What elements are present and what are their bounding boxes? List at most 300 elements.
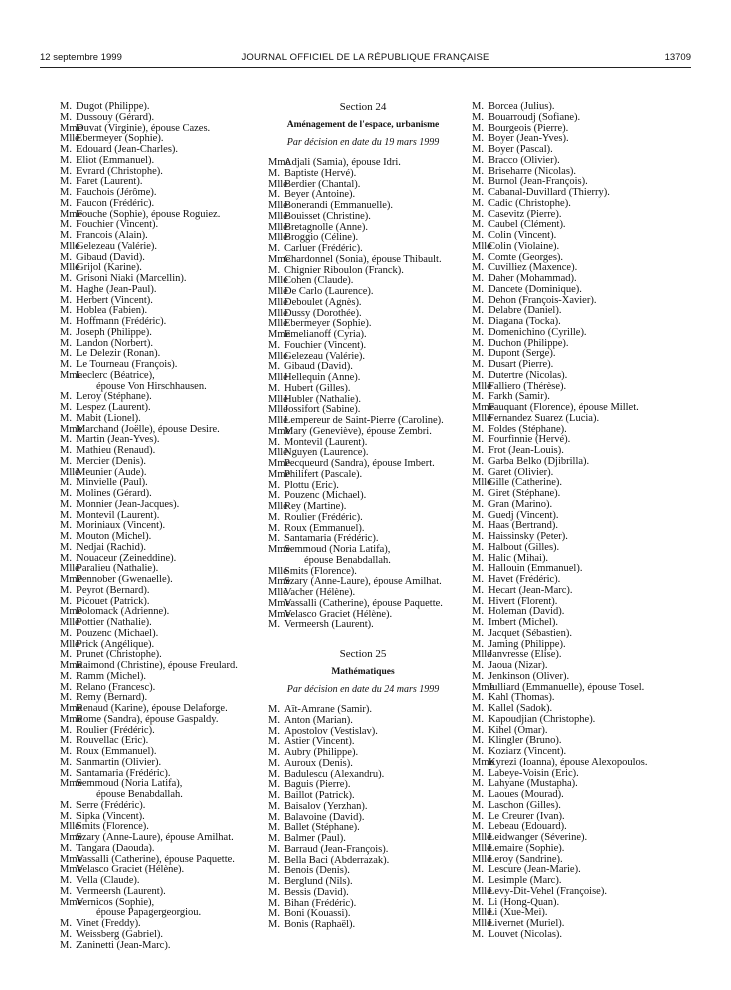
honorific: M. (60, 316, 72, 327)
person-name: Domenichino (Cyrille). (488, 326, 587, 338)
honorific: M. (60, 746, 72, 757)
person-name: Gran (Marino). (488, 498, 553, 510)
person-name: Bonis (Raphaël). (284, 919, 356, 930)
person-name: Emelianoff (Cyria). (284, 329, 367, 340)
list-item (268, 920, 458, 931)
honorific: Mlle (268, 501, 288, 512)
person-name: Renaud (Karine), épouse Delaforge. (76, 703, 228, 714)
honorific: Mlle (60, 262, 80, 274)
person-name: Bouisset (Christine). (284, 210, 371, 222)
person-name: Leroy (Stéphane). (76, 391, 152, 403)
honorific: M. (60, 885, 72, 897)
person-name: Prick (Angélique). (76, 638, 155, 650)
header-rule (40, 67, 691, 68)
honorific: M. (60, 337, 72, 349)
person-name: Nedjai (Rachid). (76, 541, 146, 553)
person-name: Holeman (David). (488, 606, 565, 618)
honorific: M. (60, 649, 72, 661)
honorific: Mme (268, 425, 291, 437)
person-name: Pouzenc (Michael). (76, 627, 159, 639)
honorific: M. (472, 789, 484, 800)
honorific: M. (60, 692, 72, 704)
honorific: Mlle (60, 563, 80, 575)
person-name: Baillot (Patrick). (284, 790, 355, 801)
section-25-subtitle: Mathématiques (331, 667, 395, 677)
honorific: M. (472, 606, 484, 618)
person-name: Sanmartin (Olivier). (76, 756, 162, 768)
honorific: M. (60, 928, 72, 940)
person-name: Mathieu (Renaud). (76, 445, 156, 456)
header-journal-title: JOURNAL OFFICIEL DE LA RÉPUBLIQUE FRANÇAISE (241, 52, 490, 63)
honorific: M. (60, 488, 72, 499)
person-name: Dupont (Serge). (488, 348, 556, 360)
honorific: Mlle (60, 617, 80, 628)
honorific: M. (60, 230, 72, 241)
person-name: Baptiste (Hervé). (284, 167, 357, 179)
person-name: Julliard (Emmanuelle), épouse Tosel. (488, 681, 645, 693)
person-name: Burnol (Jean-François). (488, 176, 588, 188)
honorific: M. (268, 189, 280, 201)
honorific: M. (60, 455, 72, 467)
honorific: M. (268, 264, 280, 276)
person-name: Vinet (Freddy). (76, 918, 141, 929)
honorific: M. (472, 165, 484, 177)
honorific: M. (472, 541, 484, 553)
person-name: Berglund (Nils). (284, 876, 353, 887)
person-name: Ballet (Stéphane). (284, 822, 360, 834)
person-name: Dutertre (Nicolas). (488, 369, 568, 381)
person-name: Nouaceur (Zeineddine). (76, 552, 177, 564)
person-name: Koziarz (Vincent). (488, 746, 567, 757)
person-name: Faret (Laurent). (76, 176, 143, 188)
person-name: Duchon (Philippe). (488, 337, 569, 349)
person-name: Halic (Mihai). (488, 552, 549, 564)
person-name: Szary (Anne-Laure), épouse Amilhat. (76, 832, 234, 843)
honorific: M. (472, 821, 484, 833)
honorific: Mme (472, 402, 495, 413)
honorific: M. (268, 533, 280, 545)
person-name: Polomack (Adrienne). (76, 606, 170, 618)
person-name: Anton (Marian). (284, 714, 353, 726)
list-item-continuation: épouse Benabdallah. (96, 789, 183, 800)
person-name: De Carlo (Laurence). (284, 286, 374, 297)
person-name: Smits (Florence). (76, 821, 149, 833)
honorific: M. (60, 670, 72, 682)
header-date: 12 septembre 1999 (40, 52, 122, 63)
honorific: M. (268, 908, 280, 920)
person-name: Hivert (Florent). (488, 595, 558, 607)
person-name: Frot (Jean-Louis). (488, 445, 564, 456)
person-name: Le Creurer (Ivan). (488, 810, 565, 822)
person-name: Moriniaux (Vincent). (76, 520, 166, 532)
person-name: Dancete (Dominique). (488, 283, 582, 295)
person-name: Fauchois (Jérôme). (76, 187, 157, 198)
honorific: M. (60, 273, 72, 284)
honorific: M. (472, 391, 484, 403)
person-name: Baguis (Pierre). (284, 779, 351, 791)
honorific: Mlle (472, 918, 492, 929)
person-name: Remy (Bernard). (76, 692, 148, 704)
honorific: M. (60, 294, 72, 306)
person-name: Diagana (Tocka). (488, 316, 561, 327)
person-name: Velasco Graciet (Hélène). (76, 864, 185, 876)
person-name: Semmoud (Noria Latifa), (76, 778, 183, 790)
person-name: Weissberg (Gabriel). (76, 928, 164, 940)
honorific: M. (268, 886, 280, 898)
honorific: M. (472, 455, 484, 467)
person-name: Vermeersh (Laurent). (76, 885, 166, 897)
honorific: M. (60, 531, 72, 542)
honorific: Mme (60, 853, 83, 865)
person-name: Aubry (Philippe). (284, 747, 359, 758)
honorific: Mlle (268, 200, 288, 211)
honorific: M. (472, 746, 484, 757)
person-name: Meunier (Aude). (76, 466, 147, 478)
person-name: Gelezeau (Valérie). (76, 240, 158, 252)
person-name: Livernet (Muriel). (488, 918, 565, 929)
honorific: M. (472, 488, 484, 499)
honorific: Mme (60, 423, 83, 435)
honorific: M. (472, 316, 484, 327)
person-name: Garet (Olivier). (488, 466, 554, 478)
person-name: Sipka (Vincent). (76, 810, 145, 822)
honorific: M. (268, 843, 280, 855)
honorific: M. (472, 509, 484, 521)
honorific: M. (60, 681, 72, 693)
honorific: Mlle (268, 565, 288, 577)
person-name: Vermeersh (Laurent). (284, 619, 374, 631)
person-name: Marchand (Joëlle), épouse Desire. (76, 423, 220, 435)
person-name: Halbout (Gilles). (488, 541, 560, 553)
person-name: Le Tourneau (François). (76, 359, 178, 370)
honorific: M. (268, 865, 280, 877)
person-name: Roux (Emmanuel). (76, 746, 157, 757)
honorific: M. (472, 251, 484, 263)
person-name: Chignier Riboulon (Franck). (284, 264, 404, 276)
honorific: Mlle (268, 286, 288, 297)
person-name: Farkh (Samir). (488, 391, 550, 403)
honorific: Mlle (60, 466, 80, 478)
honorific: M. (268, 790, 280, 801)
honorific: Mme (60, 208, 83, 220)
honorific: M. (472, 208, 484, 220)
honorific: M. (60, 477, 72, 489)
person-name: Fauquant (Florence), épouse Millet. (488, 402, 639, 413)
person-name: Bonerandi (Emmanuelle). (284, 200, 394, 211)
person-name: Vassalli (Catherine), épouse Paquette. (284, 597, 443, 609)
honorific: M. (472, 520, 484, 532)
honorific: M. (472, 638, 484, 650)
list-item-continuation: épouse Benabdallah. (304, 554, 391, 566)
column-middle (268, 102, 458, 931)
honorific: M. (60, 810, 72, 822)
honorific: M. (268, 479, 280, 491)
honorific: M. (472, 369, 484, 381)
honorific: Mlle (472, 240, 492, 252)
person-name: Boyer (Pascal). (488, 144, 553, 155)
person-name: Astier (Vincent). (284, 736, 355, 748)
person-name: Cuvilliez (Maxence). (488, 262, 578, 274)
person-name: Mercier (Denis). (76, 455, 146, 467)
honorific: Mme (268, 608, 291, 620)
person-name: Delabre (Daniel). (488, 305, 562, 317)
honorific: M. (472, 133, 484, 145)
honorific: M. (472, 574, 484, 585)
honorific: M. (60, 799, 72, 811)
honorific: M. (472, 810, 484, 822)
honorific: M. (60, 595, 72, 607)
person-name: Bourgeois (Pierre). (488, 122, 569, 134)
honorific: M. (472, 262, 484, 274)
person-name: Mary (Geneviève), épouse Zembri. (284, 425, 432, 437)
person-name: Herbert (Vincent). (76, 294, 153, 306)
person-name: Falliero (Thérèse). (488, 380, 567, 392)
honorific: M. (472, 305, 484, 317)
honorific: Mlle (268, 210, 288, 222)
honorific: Mme (60, 896, 83, 908)
honorific: Mme (60, 832, 83, 843)
honorific: Mlle (60, 133, 80, 145)
person-name: Balmer (Paul). (284, 833, 346, 844)
honorific: Mme (268, 253, 291, 265)
person-name: Haghe (Jean-Paul). (76, 283, 157, 295)
honorific: M. (472, 864, 484, 876)
person-name: Tangara (Daouda). (76, 842, 155, 854)
honorific: Mme (268, 544, 291, 555)
honorific: M. (268, 736, 280, 748)
person-name: Bessis (David). (284, 886, 349, 898)
person-name: Gibaud (David). (76, 251, 145, 263)
honorific: Mme (60, 778, 83, 790)
person-name: Colin (Vincent). (488, 230, 557, 241)
person-name: Lesimple (Marc). (488, 875, 562, 886)
header-page-number: 13709 (664, 52, 691, 63)
person-name: Edouard (Jean-Charles). (76, 144, 179, 155)
honorific: M. (472, 359, 484, 370)
person-name: Daher (Mohammad). (488, 273, 577, 284)
honorific: M. (472, 703, 484, 714)
person-name: Janvresse (Elise). (488, 649, 562, 661)
honorific: Mlle (472, 907, 492, 919)
honorific: Mme (268, 468, 291, 480)
honorific: M. (268, 768, 280, 780)
person-name: Kahl (Thomas). (488, 692, 555, 704)
honorific: M. (268, 833, 280, 844)
person-name: Vacher (Hélène). (284, 587, 356, 598)
honorific: M. (60, 842, 72, 854)
honorific: M. (268, 725, 280, 737)
person-name: Philifert (Pascale). (284, 468, 363, 480)
person-name: Giret (Stéphane). (488, 488, 561, 499)
person-name: Pottier (Nathalie). (76, 617, 152, 628)
honorific: M. (60, 391, 72, 403)
person-name: Plottu (Eric). (284, 479, 339, 491)
honorific: Mlle (472, 412, 492, 424)
person-name: Bouarroudj (Sofiane). (488, 111, 581, 123)
honorific: M. (472, 101, 484, 112)
person-name: Hubler (Nathalie). (284, 393, 361, 405)
honorific: M. (472, 670, 484, 682)
person-name: Lahyane (Mustapha). (488, 778, 578, 790)
honorific: M. (472, 563, 484, 575)
person-name: Joseph (Philippe). (76, 326, 152, 338)
person-name: Vassalli (Catherine), épouse Paquette. (76, 853, 235, 865)
honorific: Mme (60, 864, 83, 876)
person-name: Vernicos (Sophie), (76, 896, 155, 908)
honorific: Mlle (60, 638, 80, 650)
person-name: Broggio (Céline). (284, 232, 359, 244)
honorific: M. (472, 724, 484, 736)
honorific: Mlle (268, 296, 288, 308)
honorific: M. (472, 154, 484, 166)
person-name: Hallouin (Emmanuel). (488, 563, 583, 575)
honorific: Mlle (472, 885, 492, 897)
person-name: Briseharre (Nicolas). (488, 165, 577, 177)
honorific: Mlle (268, 404, 288, 416)
person-name: Mouton (Michel). (76, 531, 152, 542)
honorific: Mme (268, 458, 291, 469)
person-name: Ebermeyer (Sophie). (76, 133, 164, 145)
section-25-heading: Section 25 (339, 648, 387, 660)
honorific: Mlle (60, 240, 80, 252)
person-name: Roulier (Frédéric). (76, 724, 155, 736)
person-name: Adjali (Samia), épouse Idri. (284, 157, 401, 168)
honorific: M. (60, 724, 72, 736)
honorific: M. (268, 522, 280, 534)
person-name: Grisoni Niaki (Marcellin). (76, 273, 187, 284)
honorific: Mlle (268, 178, 288, 190)
person-name: Apostolov (Vestislav). (284, 725, 378, 737)
honorific: M. (60, 176, 72, 188)
honorific: Mlle (268, 393, 288, 405)
honorific: M. (472, 778, 484, 790)
person-name: Imbert (Michel). (488, 617, 558, 628)
person-name: Jacquet (Sébastien). (488, 627, 572, 639)
person-name: Gille (Catherine). (488, 477, 563, 489)
person-name: Molines (Gérard). (76, 488, 152, 499)
list-item (60, 941, 255, 952)
honorific: M. (60, 144, 72, 155)
honorific: M. (268, 811, 280, 823)
honorific: Mme (472, 681, 495, 693)
honorific: M. (60, 918, 72, 929)
name-list (60, 102, 255, 951)
person-name: Martin (Jean-Yves). (76, 434, 160, 446)
list-item-continuation: épouse Von Hirschhausen. (96, 380, 207, 392)
honorific: M. (60, 165, 72, 177)
honorific: M. (268, 382, 280, 394)
person-name: Levy-Dit-Vehel (Françoise). (488, 885, 607, 897)
honorific: M. (472, 326, 484, 338)
honorific: M. (60, 359, 72, 370)
person-name: Benois (Denis). (284, 865, 350, 877)
person-name: Grijol (Karine). (76, 262, 142, 274)
person-name: Deboulet (Agnès). (284, 296, 362, 308)
person-name: Haissinsky (Peter). (488, 531, 568, 542)
name-list (472, 102, 667, 941)
person-name: Beyer (Antoine). (284, 189, 356, 201)
person-name: Garba Belko (Djibrilla). (488, 455, 590, 467)
person-name: Klingler (Bruno). (488, 735, 562, 747)
person-name: Francois (Alain). (76, 230, 148, 241)
honorific: Mlle (472, 853, 492, 865)
person-name: Dussy (Dorothée). (284, 307, 362, 319)
honorific: M. (268, 919, 280, 930)
person-name: Fouche (Sophie), épouse Roguiez. (76, 208, 221, 220)
honorific: M. (60, 875, 72, 886)
honorific: M. (472, 283, 484, 295)
honorific: M. (268, 876, 280, 887)
section-25-decision-date: Par décision en date du 24 mars 1999 (286, 684, 440, 695)
person-name: Kihel (Omar). (488, 724, 548, 736)
person-name: Ebermeyer (Sophie). (284, 318, 372, 330)
person-name: Colin (Violaine). (488, 240, 560, 252)
person-name: Peyrot (Bernard). (76, 584, 150, 596)
honorific: Mlle (60, 821, 80, 833)
person-name: Li (Hong-Quan). (488, 896, 560, 908)
honorific: Mme (60, 606, 83, 618)
person-name: Jaoua (Nizar). (488, 660, 548, 671)
person-name: Jaming (Philippe). (488, 638, 566, 650)
honorific: Mme (60, 369, 83, 381)
honorific: M. (268, 511, 280, 523)
person-name: Kapoudjian (Christophe). (488, 713, 596, 725)
person-name: Baisalov (Yerzhan). (284, 800, 368, 812)
person-name: Hoblea (Fabien). (76, 305, 148, 317)
honorific: M. (60, 305, 72, 317)
honorific: M. (268, 800, 280, 812)
person-name: Dussouy (Gérard). (76, 111, 155, 123)
honorific: M. (268, 897, 280, 909)
person-name: Cabanal-Duvillard (Thierry). (488, 187, 610, 198)
honorific: M. (472, 896, 484, 908)
honorific: M. (268, 167, 280, 179)
honorific: Mlle (268, 447, 288, 459)
person-name: Smits (Florence). (284, 565, 357, 577)
person-name: Rome (Sandra), épouse Gaspaldy. (76, 713, 219, 725)
person-name: Louvet (Nicolas). (488, 928, 563, 940)
person-name: Gelezeau (Valérie). (284, 350, 366, 362)
person-name: Comte (Georges). (488, 251, 564, 263)
person-name: Foldes (Stéphane). (488, 423, 567, 435)
honorific: M. (472, 337, 484, 349)
honorific: Mlle (472, 477, 492, 489)
honorific: Mlle (268, 415, 288, 426)
honorific: M. (472, 176, 484, 188)
honorific: Mme (60, 703, 83, 714)
person-name: Pecqueurd (Sandra), épouse Imbert. (284, 458, 435, 469)
person-name: Boyer (Jean-Yves). (488, 133, 569, 145)
person-name: Berdier (Chantal). (284, 178, 361, 190)
person-name: Roulier (Frédéric). (284, 511, 363, 523)
honorific: M. (472, 273, 484, 284)
honorific: Mlle (268, 232, 288, 244)
person-name: Dugot (Philippe). (76, 101, 150, 112)
person-name: Cohen (Claude). (284, 275, 354, 287)
person-name: Zaninetti (Jean-Marc). (76, 939, 171, 951)
honorific: M. (472, 767, 484, 779)
honorific: M. (60, 326, 72, 338)
honorific: M. (472, 627, 484, 639)
person-name: Caubel (Clément). (488, 219, 566, 231)
person-name: Eliot (Emmanuel). (76, 154, 155, 166)
honorific: Mme (60, 574, 83, 585)
honorific: M. (472, 294, 484, 306)
person-name: Aït-Amrane (Samir). (284, 704, 373, 715)
person-name: Fernandez Suarez (Lucia). (488, 412, 600, 424)
honorific: M. (268, 339, 280, 351)
honorific: M. (472, 735, 484, 747)
